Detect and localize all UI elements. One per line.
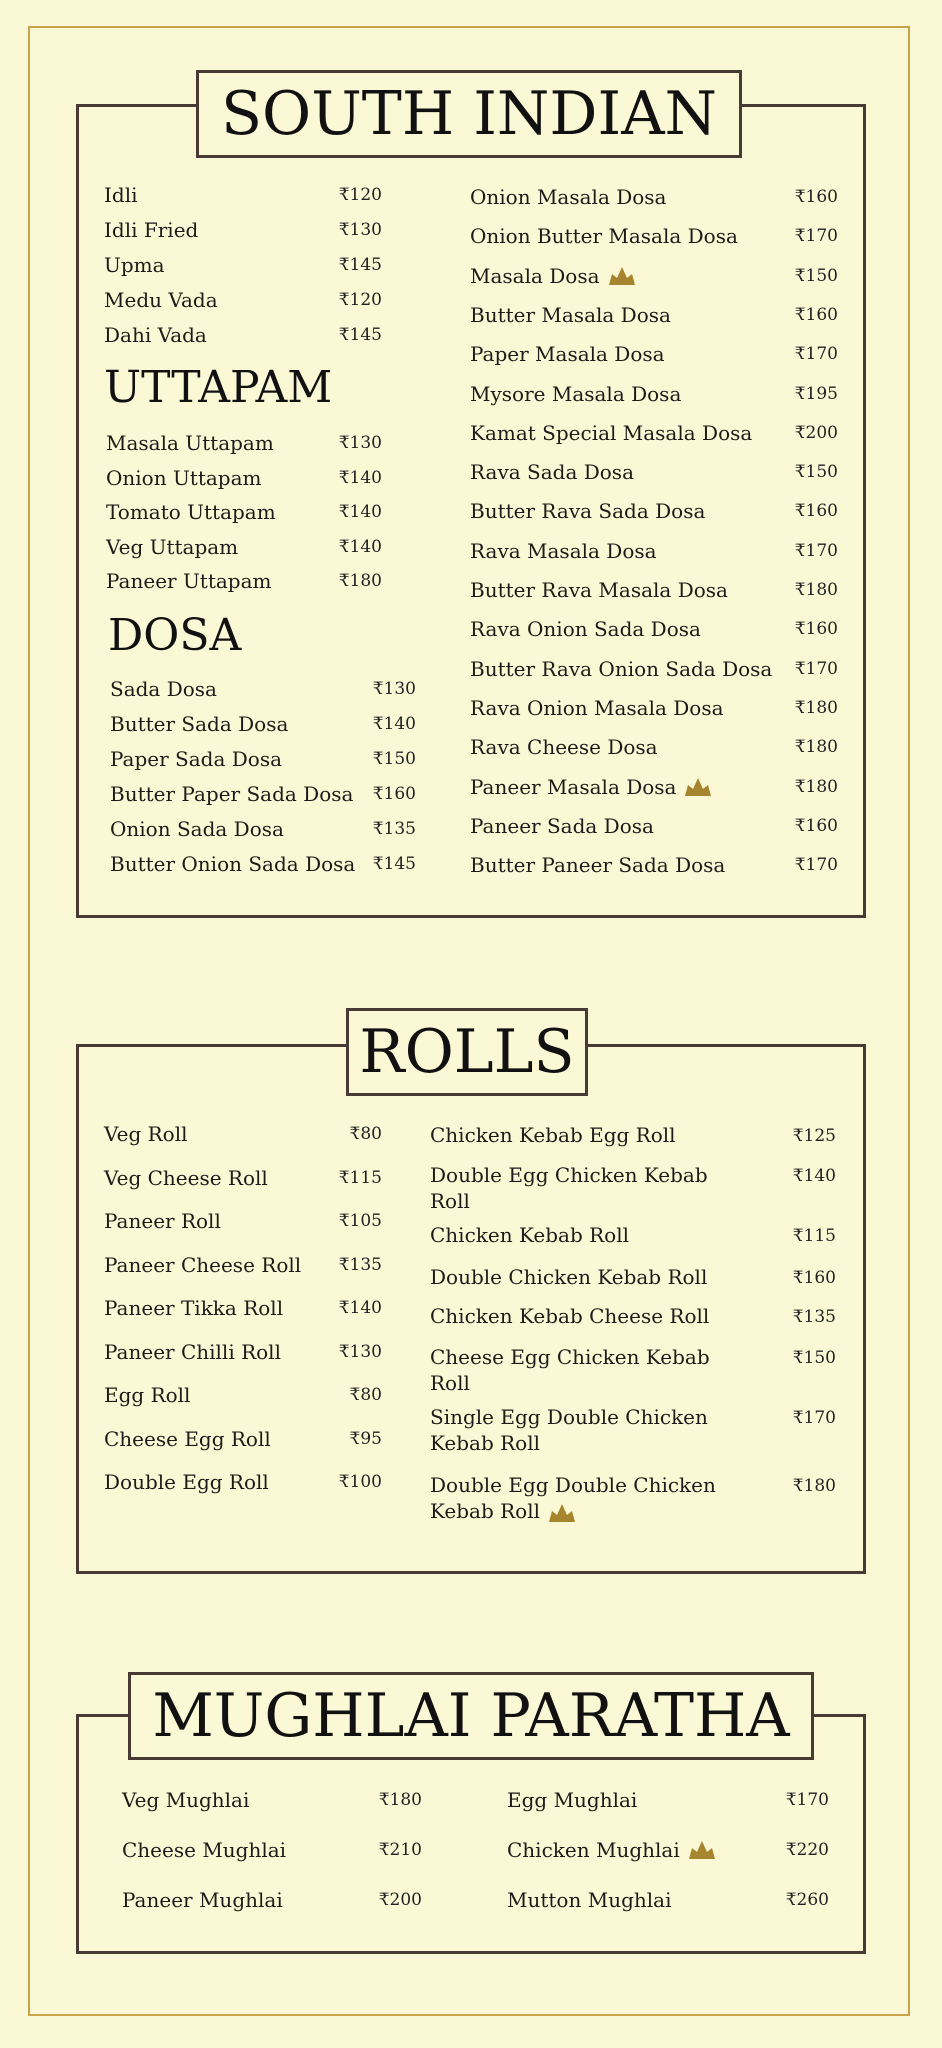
menu-item (470, 303, 838, 327)
menu-item-label: Rava Onion Masala Dosa (470, 695, 724, 720)
menu-item-name (106, 431, 274, 455)
menu-item-price: ₹120 (338, 185, 382, 205)
menu-item-name (430, 1222, 730, 1248)
menu-item (122, 1838, 422, 1862)
menu-item-price: ₹140 (792, 1166, 836, 1186)
menu-item-price: ₹140 (372, 714, 416, 734)
menu-item-label: Rava Cheese Dosa (470, 735, 658, 760)
menu-item (470, 342, 838, 366)
menu-item-price: ₹150 (794, 265, 838, 286)
menu-item (110, 677, 416, 701)
menu-item-name (104, 1253, 301, 1277)
menu-item-price: ₹170 (794, 855, 838, 876)
menu-item (106, 431, 382, 455)
menu-item-label: Chicken Mughlai (507, 1838, 680, 1862)
menu-item (104, 1209, 382, 1233)
menu-item-name (470, 224, 738, 248)
menu-item-label: Butter Onion Sada Dosa (110, 852, 356, 876)
menu-item-price: ₹260 (785, 1890, 829, 1910)
menu-item-price: ₹170 (794, 344, 838, 365)
menu-item-price: ₹180 (794, 697, 838, 718)
menu-item-label: Butter Paneer Sada Dosa (470, 853, 726, 878)
menu-item (470, 657, 838, 681)
menu-item (110, 852, 416, 876)
menu-item-name (470, 264, 636, 288)
menu-item-price: ₹140 (338, 467, 382, 488)
menu-item-name (104, 1340, 281, 1364)
menu-item-price: ₹160 (794, 304, 838, 325)
menu-item-name (430, 1122, 730, 1148)
menu-item-label: Medu Vada (104, 288, 218, 312)
menu-item (104, 1253, 382, 1277)
menu-item (106, 466, 382, 490)
menu-item-name (430, 1264, 730, 1290)
menu-item-price: ₹130 (338, 1341, 382, 1362)
menu-item-name (470, 499, 705, 523)
menu-item (507, 1788, 829, 1812)
menu-item-label: Double Egg Double Chicken Kebab Roll (430, 1473, 716, 1523)
menu-item-name (122, 1788, 249, 1812)
menu-item-price: ₹150 (794, 462, 838, 483)
menu-item (430, 1404, 836, 1456)
menu-item-price: ₹200 (378, 1890, 422, 1910)
menu-item-name (470, 421, 752, 445)
menu-item-name (470, 185, 666, 209)
menu-item (104, 323, 382, 347)
menu-item (470, 775, 838, 799)
menu-item (104, 1340, 382, 1364)
menu-item-label: Sada Dosa (110, 677, 217, 701)
menu-item-name (104, 218, 198, 242)
menu-item-price: ₹170 (794, 226, 838, 247)
menu-item-name (122, 1888, 283, 1912)
menu-item-name (470, 617, 701, 641)
menu-item-name (470, 735, 658, 759)
menu-item (104, 1383, 382, 1407)
menu-item-name (104, 183, 138, 207)
menu-item-label: Upma (104, 253, 165, 277)
menu-item-label: Rava Sada Dosa (470, 460, 634, 485)
menu-item-name (104, 1166, 268, 1190)
menu-item-label: Mysore Masala Dosa (470, 381, 682, 406)
menu-item-label: Butter Rava Sada Dosa (470, 499, 706, 524)
menu-item-name (470, 696, 724, 720)
menu-item-name (110, 747, 282, 771)
menu-item-price: ₹160 (792, 1268, 836, 1288)
menu-item (507, 1838, 829, 1862)
menu-item-price: ₹80 (349, 1385, 382, 1405)
menu-item-name (470, 657, 772, 681)
menu-item (104, 218, 382, 242)
menu-item-label: Paneer Chilli Roll (104, 1339, 281, 1364)
menu-item-label: Onion Sada Dosa (110, 817, 284, 841)
menu-item (470, 382, 838, 406)
menu-item-label: Rava Onion Sada Dosa (470, 617, 701, 642)
menu-item-price: ₹170 (792, 1408, 836, 1428)
menu-item-price: ₹170 (794, 540, 838, 561)
menu-item-label: Veg Mughlai (122, 1788, 250, 1812)
menu-item-name (430, 1162, 730, 1214)
menu-item-label: Cheese Mughlai (122, 1838, 287, 1862)
menu-item (104, 183, 382, 207)
menu-item-name (106, 466, 262, 490)
menu-item-name (106, 535, 238, 559)
rolls-title: ROLLS (346, 1008, 588, 1096)
menu-item (470, 578, 838, 602)
menu-item-price: ₹180 (378, 1790, 422, 1810)
menu-item-name (104, 1209, 221, 1233)
menu-item-name (430, 1303, 730, 1329)
menu-item-name (430, 1404, 730, 1456)
menu-item (470, 185, 838, 209)
menu-item-name (470, 539, 657, 563)
menu-item-price: ₹145 (338, 255, 382, 275)
menu-item-name (470, 853, 725, 877)
menu-item-label: Cheese Egg Chicken Kebab Roll (430, 1345, 710, 1395)
menu-item-price: ₹220 (785, 1840, 829, 1860)
menu-item-label: Chicken Kebab Roll (430, 1223, 629, 1247)
menu-item (106, 535, 382, 559)
menu-item-label: Idli (104, 183, 138, 207)
menu-item-price: ₹135 (338, 1254, 382, 1275)
menu-item-price: ₹115 (338, 1167, 382, 1188)
menu-item-price: ₹130 (338, 220, 382, 240)
menu-item (104, 1166, 382, 1190)
menu-item (430, 1264, 836, 1290)
menu-item-price: ₹140 (338, 502, 382, 522)
menu-item-label: Butter Paper Sada Dosa (110, 782, 354, 806)
menu-item-label: Tomato Uttapam (106, 500, 276, 524)
menu-item (470, 224, 838, 248)
menu-item-price: ₹135 (792, 1307, 836, 1327)
menu-item-price: ₹170 (785, 1790, 829, 1810)
menu-item (430, 1122, 836, 1148)
menu-item-name (104, 1383, 190, 1407)
menu-item-name (507, 1888, 671, 1912)
menu-item-label: Mutton Mughlai (507, 1888, 672, 1912)
menu-item (104, 1296, 382, 1320)
menu-item-label: Butter Masala Dosa (470, 302, 671, 327)
menu-item-name (470, 342, 665, 366)
menu-item-label: Onion Butter Masala Dosa (470, 224, 738, 249)
menu-item (104, 288, 382, 312)
menu-item-price: ₹200 (794, 422, 838, 443)
menu-item-price: ₹160 (794, 815, 838, 836)
menu-item (110, 712, 416, 736)
menu-item-label: Veg Roll (104, 1122, 188, 1146)
crown-icon (688, 1840, 716, 1860)
menu-item-name (507, 1788, 637, 1812)
menu-item (430, 1472, 836, 1524)
menu-item-price: ₹210 (378, 1840, 422, 1860)
menu-item-label: Paneer Roll (104, 1209, 221, 1233)
menu-item-name (507, 1838, 716, 1862)
menu-item-label: Rava Masala Dosa (470, 538, 657, 563)
menu-item-label: Paneer Sada Dosa (470, 813, 654, 838)
menu-item (507, 1888, 829, 1912)
menu-item-label: Cheese Egg Roll (104, 1426, 271, 1451)
menu-item-label: Butter Sada Dosa (110, 712, 289, 736)
menu-item (104, 253, 382, 277)
menu-item (470, 460, 838, 484)
menu-item-label: Double Egg Roll (104, 1470, 269, 1494)
menu-item-label: Paneer Masala Dosa (470, 774, 677, 799)
menu-item-name (104, 323, 207, 347)
menu-item (470, 617, 838, 641)
menu-item-name (104, 1296, 283, 1320)
menu-item (110, 782, 416, 806)
menu-item-price: ₹195 (794, 383, 838, 404)
menu-item-price: ₹160 (794, 619, 838, 640)
menu-item-name (110, 782, 353, 806)
menu-item-price: ₹140 (338, 1298, 382, 1318)
crown-icon (608, 266, 636, 286)
menu-item-price: ₹180 (338, 571, 382, 591)
menu-item-name (470, 460, 634, 484)
menu-item (470, 499, 838, 523)
menu-item (122, 1888, 422, 1912)
menu-item-name (110, 712, 288, 736)
menu-item (470, 853, 838, 877)
menu-item (122, 1788, 422, 1812)
menu-item-label: Chicken Kebab Egg Roll (430, 1123, 676, 1147)
menu-item-label: Kamat Special Masala Dosa (470, 420, 753, 445)
menu-item (470, 264, 838, 288)
menu-item-label: Egg Roll (104, 1383, 191, 1407)
menu-item-label: Double Chicken Kebab Roll (430, 1265, 708, 1289)
menu-item (470, 539, 838, 563)
menu-item-label: Masala Uttapam (106, 431, 274, 455)
menu-item-label: Paneer Tikka Roll (104, 1296, 284, 1320)
menu-item-price: ₹180 (794, 580, 838, 600)
menu-item-label: Veg Uttapam (106, 534, 239, 559)
menu-item (104, 1427, 382, 1451)
menu-item-price: ₹150 (372, 749, 416, 769)
menu-item-label: Single Egg Double Chicken Kebab Roll (430, 1405, 708, 1455)
menu-item-price: ₹180 (792, 1476, 836, 1496)
menu-item-price: ₹100 (338, 1472, 382, 1492)
menu-item-name (104, 1470, 269, 1494)
menu-item-name (110, 817, 284, 841)
menu-item-label: Masala Dosa (470, 263, 600, 288)
menu-item-label: Onion Uttapam (106, 465, 262, 490)
dosa-title: DOSA (108, 610, 242, 661)
menu-item (470, 814, 838, 838)
menu-item-label: Egg Mughlai (507, 1788, 638, 1812)
menu-item-label: Veg Cheese Roll (104, 1165, 268, 1190)
menu-item-label: Butter Rava Masala Dosa (470, 578, 728, 602)
menu-item-price: ₹180 (794, 737, 838, 758)
menu-item-price: ₹140 (338, 536, 382, 557)
menu-item-price: ₹95 (349, 1428, 382, 1449)
menu-item-name (104, 288, 218, 312)
menu-item-price: ₹145 (372, 854, 416, 874)
menu-item (430, 1344, 836, 1396)
menu-item-price: ₹125 (792, 1126, 836, 1146)
menu-item-name (470, 775, 712, 799)
menu-item-label: Dahi Vada (104, 323, 207, 347)
menu-item-name (104, 253, 165, 277)
menu-item-price: ₹145 (338, 325, 382, 345)
menu-item (106, 500, 382, 524)
menu-item-name (470, 578, 728, 602)
menu-item (430, 1303, 836, 1329)
menu-item-name (104, 1122, 188, 1146)
menu-item (470, 421, 838, 445)
crown-icon (548, 1503, 576, 1523)
menu-item-price: ₹120 (338, 290, 382, 310)
menu-item-label: Idli Fried (104, 218, 199, 242)
menu-item-name (430, 1472, 730, 1524)
menu-item-label: Paper Sada Dosa (110, 747, 283, 771)
menu-item-price: ₹160 (794, 501, 838, 522)
menu-item (104, 1122, 382, 1146)
menu-item (110, 817, 416, 841)
menu-item (430, 1222, 836, 1248)
menu-item-label: Double Egg Chicken Kebab Roll (430, 1163, 708, 1213)
uttapam-title: UTTAPAM (104, 362, 333, 413)
menu-item-label: Butter Rava Onion Sada Dosa (470, 656, 773, 681)
menu-item-name (104, 1427, 271, 1451)
menu-item-label: Onion Masala Dosa (470, 185, 667, 209)
menu-item-name (470, 303, 671, 327)
menu-item-label: Chicken Kebab Cheese Roll (430, 1304, 710, 1328)
menu-item-price: ₹130 (338, 433, 382, 453)
menu-item-name (106, 569, 272, 593)
menu-item (470, 735, 838, 759)
south-indian-title: SOUTH INDIAN (196, 70, 742, 158)
menu-item-name (122, 1838, 286, 1862)
menu-item-name (470, 814, 654, 838)
menu-item-name (110, 677, 217, 701)
menu-item-label: Paneer Mughlai (122, 1888, 283, 1912)
menu-item-price: ₹150 (792, 1348, 836, 1368)
menu-item-price: ₹135 (372, 819, 416, 839)
menu-item-name (110, 852, 355, 876)
menu-item-label: Paneer Uttapam (106, 569, 272, 593)
menu-item (104, 1470, 382, 1494)
menu-item-name (470, 382, 681, 406)
menu-item-price: ₹105 (338, 1211, 382, 1231)
menu-item (470, 696, 838, 720)
menu-item-price: ₹115 (792, 1226, 836, 1246)
menu-item-price: ₹130 (372, 679, 416, 699)
menu-item (106, 569, 382, 593)
menu-item-label: Paneer Cheese Roll (104, 1252, 302, 1277)
menu-item-price: ₹160 (372, 784, 416, 804)
crown-icon (684, 777, 712, 797)
menu-item-price: ₹170 (794, 658, 838, 679)
menu-item-name (430, 1344, 730, 1396)
menu-item (430, 1162, 836, 1214)
menu-item-price: ₹180 (794, 776, 838, 797)
menu-item-price: ₹160 (794, 187, 838, 207)
menu-item-name (106, 500, 276, 524)
menu-item (110, 747, 416, 771)
menu-item-label: Paper Masala Dosa (470, 342, 665, 367)
menu-item-price: ₹80 (349, 1124, 382, 1144)
mughlai-title: MUGHLAI PARATHA (128, 1672, 814, 1760)
